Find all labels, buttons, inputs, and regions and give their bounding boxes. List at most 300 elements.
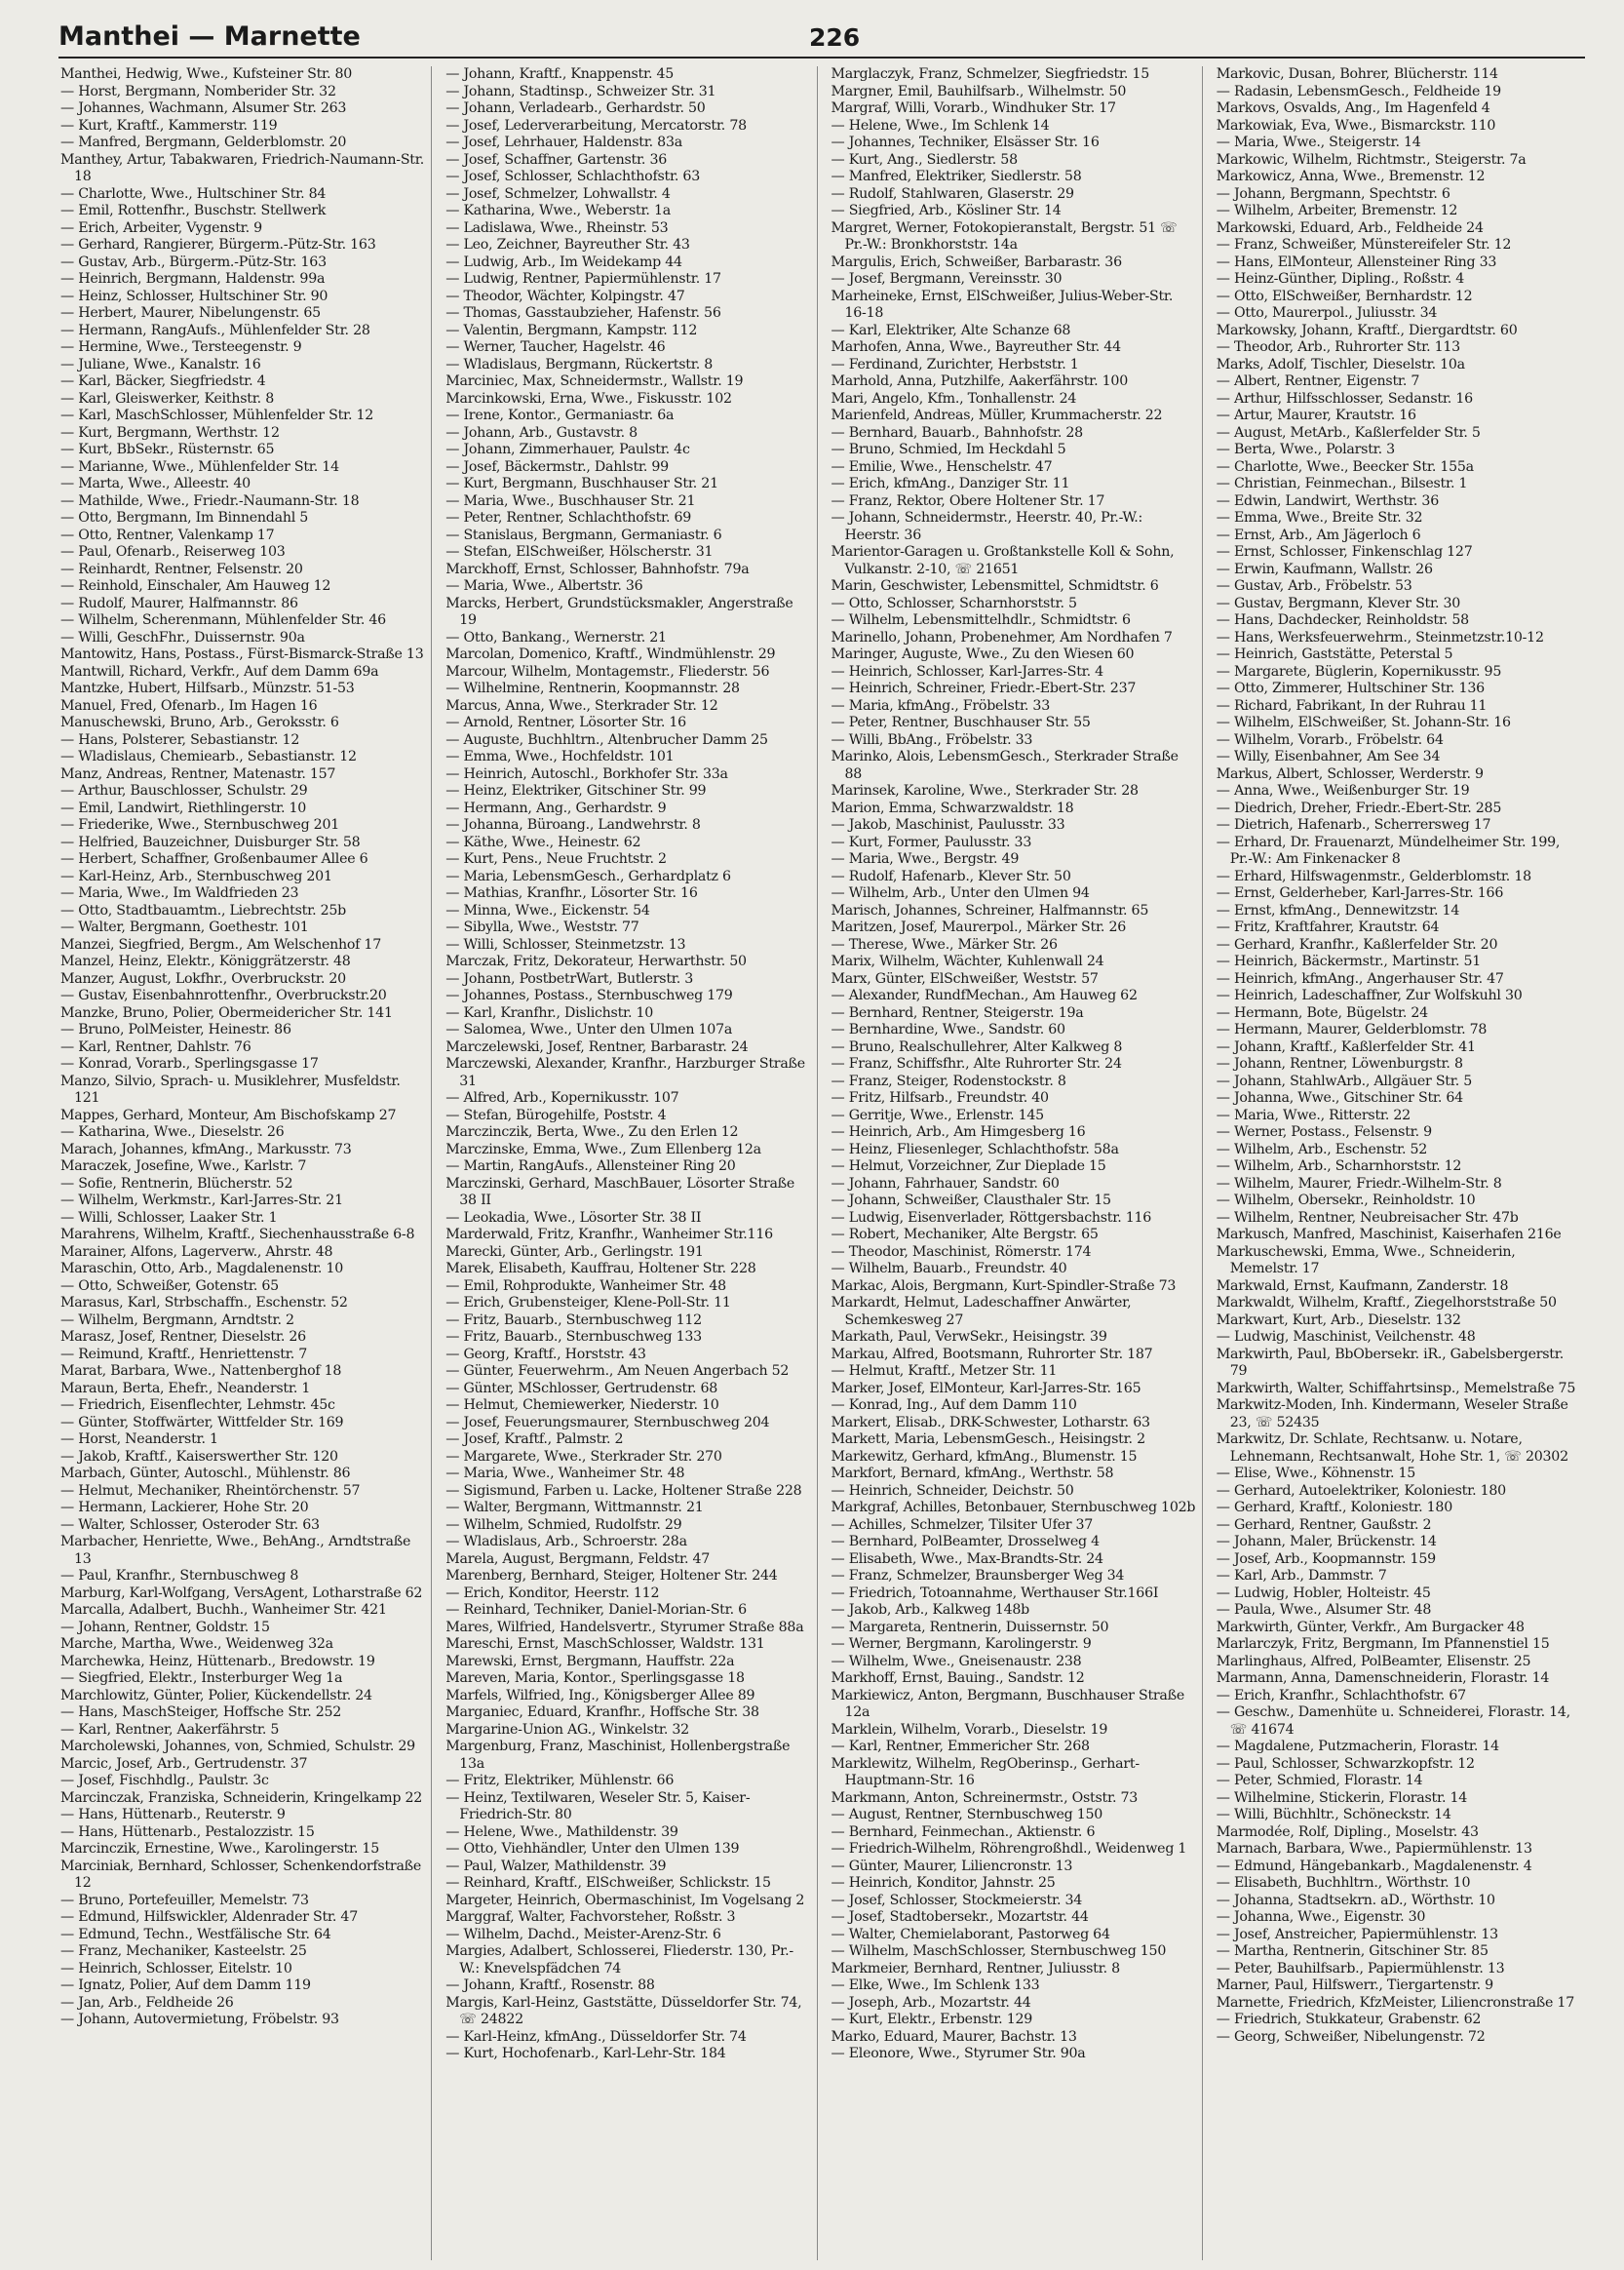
directory-entry: — Emma, Wwe., Breite Str. 32 [1216,510,1423,526]
directory-entry: — Otto, ElSchweißer, Bernhardstr. 12 [1216,288,1473,304]
directory-entry: — Rudolf, Maurer, Halfmannstr. 86 [60,595,298,611]
directory-entry: — Rudolf, Stahlwaren, Glaserstr. 29 [831,185,1074,202]
directory-entry: — Hermann, Lackierer, Hohe Str. 20 [60,1500,309,1515]
directory-entry: Marela, August, Bergmann, Feldstr. 47 [445,1550,711,1567]
directory-entry: — Gerhard, Rentner, Gaußstr. 2 [1216,1516,1432,1533]
directory-entry: — Josef, Kraftf., Palmstr. 2 [445,1431,624,1447]
directory-entry: — Karl, Arb., Dammstr. 7 [1216,1568,1387,1584]
directory-entry: — Gerhard, Autoelektriker, Koloniestr. 180 [1216,1482,1506,1499]
directory-entry: — Werner, Postass., Felsenstr. 9 [1216,1124,1432,1140]
directory-entry: — Artur, Maurer, Krautstr. 16 [1216,408,1416,423]
directory-entry: — Gerhard, Rangierer, Bürgerm.-Pütz-Str. 163 [60,237,376,253]
directory-entry: — Reinhardt, Rentner, Felsenstr. 20 [60,561,303,577]
directory-entry: Markett, Maria, LebensmGesch., Heisingstr. 2 [831,1431,1145,1447]
directory-entry: Markowic, Wilhelm, Richtmstr., Steigerstr. 7a [1216,151,1527,168]
directory-entry: — Eleonore, Wwe., Styrumer Str. 90a [831,2046,1086,2061]
directory-entry: — Wilhelm, Vorarb., Fröbelstr. 64 [1216,731,1444,748]
directory-entry: — Johannes, Wachmann, Alsumer Str. 263 [60,100,347,116]
directory-entry: Marggraf, Walter, Fachvorsteher, Roßstr. 3 [445,1909,736,1925]
directory-entry: — Peter, Schmied, Florastr. 14 [1216,1773,1423,1788]
directory-entry: — Hermine, Wwe., Tersteegenstr. 9 [60,339,302,355]
directory-entry: Markovic, Dusan, Bohrer, Blücherstr. 114 [1216,66,1498,82]
directory-entry: — Otto, Viehhändler, Unter den Ulmen 139 [445,1841,740,1857]
directory-entry: — Willi, Schlosser, Laaker Str. 1 [60,1209,278,1226]
directory-entry: — Johann, Schneidermstr., Heerstr. 40, Pr.-W.: Heerstr. 36 [831,510,1143,543]
directory-entry: Marderwald, Fritz, Kranfhr., Wanheimer Str.116 [445,1227,773,1242]
directory-entry: — Helmut, Chemiewerker, Niederstr. 10 [445,1397,719,1413]
directory-entry: — Franz, Steiger, Rodenstockstr. 8 [831,1073,1066,1089]
directory-entry: — Franz, Schmelzer, Braunsberger Weg 34 [831,1568,1125,1584]
directory-entry: Marciniak, Bernhard, Schlosser, Schenkendorfstraße 12 [60,1858,422,1891]
directory-entry: Marinko, Alois, LebensmGesch., Sterkrader Straße 88 [831,749,1179,782]
directory-entry: Marnette, Friedrich, KfzMeister, Liliencronstraße 17 [1216,1994,1574,2011]
directory-entry: — Alfred, Arb., Kopernikusstr. 107 [445,1090,679,1106]
directory-entry: — Franz, Mechaniker, Kasteelstr. 25 [60,1943,307,1959]
directory-entry: — Salomea, Wwe., Unter den Ulmen 107a [445,1022,733,1037]
directory-entry: — Siegfried, Elektr., Insterburger Weg 1a [60,1670,343,1686]
directory-entry: Markwart, Kurt, Arb., Dieselstr. 132 [1216,1311,1461,1328]
directory-entry: — Gustav, Bergmann, Klever Str. 30 [1216,595,1461,611]
directory-entry: Marciniec, Max, Schneidermstr., Wallstr. 19 [445,373,744,389]
directory-entry: — Karl, Kranfhr., Dislichstr. 10 [445,1004,654,1021]
directory-entry: — Minna, Wwe., Eickenstr. 54 [445,902,650,919]
directory-entry: Marczinski, Gerhard, MaschBauer, Lösorter Straße 38 II [445,1175,795,1208]
directory-entry: — Helmut, Vorzeichner, Zur Dieplade 15 [831,1158,1106,1174]
running-head: Manthei — Marnette [58,21,361,52]
directory-entry: — Wilhelm, Maurer, Friedr.-Wilhelm-Str. 8 [1216,1175,1502,1192]
directory-entry: — Josef, Schlosser, Stockmeierstr. 34 [831,1892,1083,1908]
directory-entry: — Hermann, Maurer, Gelderblomstr. 78 [1216,1022,1488,1037]
directory-entry: — Werner, Bergmann, Karolingerstr. 9 [831,1636,1092,1652]
directory-entry: Marglaczyk, Franz, Schmelzer, Siegfriedstr. 15 [831,66,1149,82]
directory-entry: — Edmund, Hilfswickler, Aldenrader Str. 47 [60,1909,358,1925]
directory-entry: — Heinrich, Ladeschaffner, Zur Wolfskuhl 30 [1216,988,1523,1003]
directory-entry: — Johanna, Stadtsekrn. aD., Wörthstr. 10 [1216,1892,1495,1908]
directory-entry: Marko, Eduard, Maurer, Bachstr. 13 [831,2028,1077,2045]
directory-entry: Marcinczik, Ernestine, Wwe., Karolingerstr. 15 [60,1841,379,1857]
directory-entry: — Heinz, Schlosser, Hultschiner Str. 90 [60,288,329,304]
directory-entry: — Reinhard, Techniker, Daniel-Morian-Str. 6 [445,1602,747,1618]
directory-entry: — Reinhard, Kraftf., ElSchweißer, Schlickstr. 15 [445,1875,771,1891]
directory-entry: — Martha, Rentnerin, Gitschiner Str. 85 [1216,1943,1489,1959]
directory-entry: Markwitz-Moden, Inh. Kindermann, Weseler Straße 23, ☏ 52435 [1216,1397,1568,1430]
directory-entry: Marbacher, Henriette, Wwe., BehAng., Arndtstraße 13 [60,1534,411,1567]
directory-entry: — Kurt, Ang., Siedlerstr. 58 [831,151,1018,168]
directory-entry: — Friedrich, Totoannahme, Werthauser Str.166I [831,1585,1159,1601]
directory-entry: Marchewka, Heinz, Hüttenarb., Bredowstr. 19 [60,1653,375,1669]
directory-entry: — Paul, Ofenarb., Reiserweg 103 [60,544,286,560]
directory-entry: Marcolan, Domenico, Kraftf., Windmühlenstr. 29 [445,646,776,662]
directory-entry: — Johann, Kraftf., Knappenstr. 45 [445,66,675,82]
directory-entry: — Otto, Bergmann, Im Binnendahl 5 [60,510,309,526]
directory-entry: Manthey, Artur, Tabakwaren, Friedrich-Naumann-Str. 18 [60,151,424,184]
directory-entry: — Geschw., Damenhüte u. Schneiderei, Florastr. 14, ☏ 41674 [1216,1704,1570,1738]
directory-entry: — Johann, PostbetrWart, Butlerstr. 3 [445,970,694,987]
directory-entry: — Johann, Fahrhauer, Sandstr. 60 [831,1175,1060,1192]
directory-entry: — Erich, Grubensteiger, Klene-Poll-Str. 11 [445,1295,731,1311]
directory-entry: — Auguste, Buchhltrn., Altenbrucher Damm 25 [445,731,768,748]
directory-entry: — Maria, Wwe., Albertstr. 36 [445,578,643,594]
directory-entry: — Josef, Anstreicher, Papiermühlenstr. 13 [1216,1926,1498,1942]
directory-entry: — Hans, Hüttenarb., Reuterstr. 9 [60,1807,286,1822]
directory-entry: — Ferdinand, Zurichter, Herbststr. 1 [831,356,1079,372]
directory-entry: — Emil, Landwirt, Riethlingerstr. 10 [60,800,307,816]
directory-entry: — Wilhelm, Arb., Unter den Ulmen 94 [831,885,1090,901]
directory-entry: Manzer, August, Lokfhr., Overbruckstr. 20 [60,970,346,987]
directory-entry: Marcholewski, Johannes, von, Schmied, Schulstr. 29 [60,1739,415,1754]
directory-entry: Manuel, Fred, Ofenarb., Im Hagen 16 [60,697,318,714]
directory-entry: — Hans, Werksfeuerwehrm., Steinmetzstr.10-12 [1216,629,1544,646]
directory-entry: — Charlotte, Wwe., Hultschiner Str. 84 [60,185,327,202]
directory-entry: — Heinrich, Gaststätte, Peterstal 5 [1216,646,1453,662]
directory-entry: — Bruno, Realschullehrer, Alter Kalkweg 8 [831,1038,1123,1055]
directory-entry: — Peter, Rentner, Schlachthofstr. 69 [445,510,692,526]
directory-entry: — Heinz, Fliesenleger, Schlachthofstr. 58a [831,1141,1119,1157]
directory-entry: — Johanna, Wwe., Eigenstr. 30 [1216,1909,1426,1925]
directory-entry: Margner, Emil, Bauhilfsarb., Wilhelmstr. 50 [831,83,1127,99]
directory-entry: — Heinz, Textilwaren, Weseler Str. 5, Kaiser-Friedrich-Str. 80 [445,1789,751,1822]
directory-entry: — Fritz, Elektriker, Mühlenstr. 66 [445,1773,675,1788]
directory-entry: Marcalla, Adalbert, Buchh., Wanheimer Str. 421 [60,1602,387,1618]
directory-entry: — Walter, Bergmann, Wittmannstr. 21 [445,1500,704,1515]
directory-entry: — Horst, Bergmann, Nomberider Str. 32 [60,83,336,99]
directory-entry: — Ernst, Schlosser, Finkenschlag 127 [1216,544,1473,560]
directory-entry: Marinello, Johann, Probenehmer, Am Nordhafen 7 [831,629,1173,646]
directory-entry: Markwirth, Paul, BbObersekr. iR., Gabelsbergerstr. 79 [1216,1346,1564,1379]
directory-entry: Mantzke, Hubert, Hilfsarb., Münzstr. 51-53 [60,681,355,696]
directory-entry: — Arnold, Rentner, Lösorter Str. 16 [445,715,686,730]
directory-entry: — Bernhard, Bauarb., Bahnhofstr. 28 [831,424,1083,441]
directory-entry: — Maria, Wwe., Ritterstr. 22 [1216,1107,1411,1123]
directory-entry: — Albert, Rentner, Eigenstr. 7 [1216,373,1420,389]
directory-entry: Maritzen, Josef, Maurerpol., Märker Str. 26 [831,920,1126,935]
directory-entry: Marheineke, Ernst, ElSchweißer, Julius-Weber-Str. 16-18 [831,288,1174,321]
directory-entry: — Karl-Heinz, kfmAng., Düsseldorfer Str. 74 [445,2028,747,2045]
directory-entry: Mappes, Gerhard, Monteur, Am Bischofskamp 27 [60,1107,397,1123]
column-3 [831,66,1203,2260]
directory-entry: — Reinhold, Einschaler, Am Hauweg 12 [60,578,331,594]
directory-entry: — Bruno, Portefeuiller, Memelstr. 73 [60,1892,309,1908]
directory-entry: — Leo, Zeichner, Bayreuther Str. 43 [445,237,690,253]
directory-entry: — Ernst, kfmAng., Dennewitzstr. 14 [1216,902,1460,919]
directory-entry: — Johann, Stadtinsp., Schweizer Str. 31 [445,83,716,99]
directory-entry: — Ludwig, Eisenverlader, Röttgersbachstr. 116 [831,1209,1152,1226]
directory-entry: Maraczek, Josefine, Wwe., Karlstr. 7 [60,1158,307,1174]
directory-entry: Marcic, Josef, Arb., Gertrudenstr. 37 [60,1755,308,1772]
directory-entry: — Dietrich, Hafenarb., Scherrersweg 17 [1216,817,1491,833]
directory-entry: — Gerhard, Kranfhr., Kaßlerfelder Str. 20 [1216,936,1498,953]
directory-entry: — Paul, Schlosser, Schwarzkopfstr. 12 [1216,1755,1475,1772]
directory-entry: — August, Rentner, Sternbuschweg 150 [831,1807,1103,1822]
directory-entry: — Emilie, Wwe., Henschelstr. 47 [831,458,1053,475]
directory-entry: — Kurt, Bergmann, Buschhauser Str. 21 [445,476,718,491]
directory-entry: — Rudolf, Hafenarb., Klever Str. 50 [831,868,1071,884]
directory-entry: Markowicz, Anna, Wwe., Bremenstr. 12 [1216,169,1486,184]
directory-entry: — Manfred, Bergmann, Gelderblomstr. 20 [60,135,347,150]
directory-entry: Markusch, Manfred, Maschinist, Kaiserhafen 216e [1216,1227,1562,1242]
directory-entry: — Wilhelm, Scherenmann, Mühlenfelder Str. 46 [60,612,386,628]
directory-entry: — Maria, Wwe., Steigerstr. 14 [1216,135,1421,150]
directory-entry: — Hans, Dachdecker, Reinholdstr. 58 [1216,612,1469,628]
directory-entry: — Reimund, Kraftf., Henriettenstr. 7 [60,1346,308,1362]
directory-entry: Mareschi, Ernst, MaschSchlosser, Waldstr. 131 [445,1636,765,1652]
directory-entry: — Karl, Elektriker, Alte Schanze 68 [831,322,1071,338]
directory-entry: — Katharina, Wwe., Dieselstr. 26 [60,1124,285,1140]
directory-entry: — Johann, Verladearb., Gerhardstr. 50 [445,100,706,116]
directory-entry: — Wilhelm, Bauarb., Freundstr. 40 [831,1261,1067,1276]
directory-entry: Markwald, Ernst, Kaufmann, Zanderstr. 18 [1216,1277,1509,1294]
directory-entry: — Leokadia, Wwe., Lösorter Str. 38 II [445,1209,702,1226]
directory-entry: Markgraf, Achilles, Betonbauer, Sternbuschweg 102b [831,1500,1196,1515]
directory-entry: — Maria, Wwe., Bergstr. 49 [831,851,1020,867]
directory-entry: — Fritz, Hilfsarb., Freundstr. 40 [831,1090,1049,1106]
directory-entry: Markhoff, Ernst, Bauing., Sandstr. 12 [831,1670,1085,1686]
directory-entry: Marganiec, Eduard, Kranfhr., Hoffsche Str. 38 [445,1704,759,1720]
directory-entry: Marenberg, Bernhard, Steiger, Holtener Str. 244 [445,1568,778,1584]
directory-entry: — Helene, Wwe., Im Schlenk 14 [831,117,1050,134]
directory-entry: — Josef, Schmelzer, Lohwallstr. 4 [445,185,671,202]
page-number: 226 [809,23,861,52]
directory-entry: — Wilhelmine, Stickerin, Florastr. 14 [1216,1789,1468,1806]
directory-entry: — Wilhelm, Lebensmittelhdlr., Schmidtstr. 6 [831,612,1131,628]
directory-entry: — Maria, Wwe., Im Waldfrieden 23 [60,885,299,901]
directory-entry: — Johann, Rentner, Goldstr. 15 [60,1619,270,1635]
directory-entry: — Wladislaus, Bergmann, Rückertstr. 8 [445,356,713,372]
directory-entry: — Wladislaus, Arb., Schroerstr. 28a [445,1534,687,1549]
directory-entry: — Jakob, Maschinist, Paulusstr. 33 [831,817,1065,833]
directory-entry: — Wilhelm, Dachd., Meister-Arenz-Str. 6 [445,1926,721,1942]
directory-entry: Marix, Wilhelm, Wächter, Kuhlenwall 24 [831,954,1104,969]
directory-entry: — Horst, Neanderstr. 1 [60,1431,218,1447]
directory-entry: — Johann, StahlwArb., Allgäuer Str. 5 [1216,1073,1473,1089]
directory-entry: — Stanislaus, Bergmann, Germaniastr. 6 [445,527,722,543]
directory-entry: Marlinghaus, Alfred, PolBeamter, Elisenstr. 25 [1216,1653,1531,1669]
directory-entry: — Wilhelm, Arb., Scharnhorststr. 12 [1216,1158,1462,1174]
directory-entry: Marecki, Günter, Arb., Gerlingstr. 191 [445,1243,704,1260]
directory-entry: — Helene, Wwe., Mathildenstr. 39 [445,1823,678,1840]
directory-entry: — Josef, Schlosser, Schlachthofstr. 63 [445,169,700,184]
directory-entry: — Helmut, Kraftf., Metzer Str. 11 [831,1363,1058,1379]
directory-entry: Marion, Emma, Schwarzwaldstr. 18 [831,800,1074,816]
directory-entry: — Friedrich, Eisenflechter, Lehmstr. 45c [60,1397,335,1413]
directory-entry: Marat, Barbara, Wwe., Nattenberghof 18 [60,1363,342,1379]
directory-entry: — Kurt, Former, Paulusstr. 33 [831,834,1032,850]
directory-entry: Marahrens, Wilhelm, Kraftf., Siechenhausstraße 6-8 [60,1227,415,1242]
directory-entry: — Franz, Schweißer, Münstereifeler Str. 12 [1216,237,1512,253]
directory-entry: — Heinrich, Schlosser, Karl-Jarres-Str. 4 [831,663,1103,680]
directory-entry: — Stefan, Bürogehilfe, Poststr. 4 [445,1107,667,1123]
directory-entry: Marlarczyk, Fritz, Bergmann, Im Pfannenstiel 15 [1216,1636,1550,1652]
directory-entry: — Willi, Schlosser, Steinmetzstr. 13 [445,936,686,953]
directory-entry: Marbach, Günter, Autoschl., Mühlenstr. 86 [60,1466,351,1481]
directory-entry: — Wilhelm, Rentner, Neubreisacher Str. 47b [1216,1209,1519,1226]
directory-entry: — Heinrich, Autoschl., Borkhofer Str. 33a [445,765,728,782]
directory-entry: — Radasin, LebensmGesch., Feldheide 19 [1216,83,1501,99]
directory-entry: — August, MetArb., Kaßlerfelder Str. 5 [1216,424,1481,441]
directory-entry: — Ernst, Gelderheber, Karl-Jarres-Str. 166 [1216,885,1504,901]
directory-entry: — Christian, Feinmechan., Bilsestr. 1 [1216,476,1468,491]
directory-entry: — Wilhelmine, Rentnerin, Koopmannstr. 28 [445,681,740,696]
directory-entry: — Kurt, Bergmann, Werthstr. 12 [60,424,280,441]
directory-entry: Markac, Alois, Bergmann, Kurt-Spindler-Straße 73 [831,1277,1177,1294]
directory-entry: — Konrad, Vorarb., Sperlingsgasse 17 [60,1056,319,1072]
directory-entry: — Theodor, Wächter, Kolpingstr. 47 [445,288,685,304]
directory-entry: Marewski, Ernst, Bergmann, Hauffstr. 22a [445,1653,735,1669]
directory-entry: Manthei, Hedwig, Wwe., Kufsteiner Str. 80 [60,66,353,82]
directory-entry: Markovs, Osvalds, Ang., Im Hagenfeld 4 [1216,100,1490,116]
directory-entry: — Ladislawa, Wwe., Rheinstr. 53 [445,219,669,236]
directory-entry: — Johanna, Wwe., Gitschiner Str. 64 [1216,1090,1463,1106]
directory-entry: — Erich, kfmAng., Danziger Str. 11 [831,476,1070,491]
directory-entry: — Paula, Wwe., Alsumer Str. 48 [1216,1602,1432,1618]
directory-entry: — Kurt, Hochofenarb., Karl-Lehr-Str. 184 [445,2046,726,2061]
directory-entry: — Stefan, ElSchweißer, Hölscherstr. 31 [445,544,714,560]
directory-entry: — Josef, Bäckermstr., Dahlstr. 99 [445,458,669,475]
directory-entry: — Georg, Schweißer, Nibelungenstr. 72 [1216,2028,1486,2045]
directory-entry: Margeter, Heinrich, Obermaschinist, Im Vogelsang 2 [445,1892,805,1908]
directory-entry: — Otto, Maurerpol., Juliusstr. 34 [1216,305,1438,321]
directory-entry: — Sibylla, Wwe., Weststr. 77 [445,920,639,935]
directory-entry: — Werner, Taucher, Hagelstr. 46 [445,339,666,355]
directory-entry: — Gerhard, Kraftf., Koloniestr. 180 [1216,1500,1452,1515]
directory-entry: — Wilhelm, MaschSchlosser, Sternbuschweg 150 [831,1943,1167,1959]
directory-entry: — Johanna, Büroang., Landwehrstr. 8 [445,817,701,833]
directory-entry: — Johann, Schweißer, Clausthaler Str. 15 [831,1193,1111,1208]
directory-entry: — Käthe, Wwe., Heinestr. 62 [445,834,641,850]
directory-entry: Margulis, Erich, Schweißer, Barbarastr. 36 [831,254,1122,270]
directory-entry: — Wilhelm, Bergmann, Arndtstr. 2 [60,1311,294,1328]
directory-entry: — Josef, Schaffner, Gartenstr. 36 [445,151,667,168]
directory-entry: — Walter, Bergmann, Goethestr. 101 [60,920,309,935]
directory-entry: — Alexander, RundfMechan., Am Hauweg 62 [831,988,1138,1003]
directory-entry: Margarine-Union AG., Winkelstr. 32 [445,1721,689,1738]
directory-entry: — Karl, Rentner, Aakerfährstr. 5 [60,1721,280,1738]
directory-entry: — Günter, Feuerwehrm., Am Neuen Angerbach 52 [445,1363,790,1379]
directory-entry: Mantowitz, Hans, Postass., Fürst-Bismarck-Straße 13 [60,646,424,662]
directory-entry: — Gustav, Arb., Fröbelstr. 53 [1216,578,1412,594]
directory-entry: — Jakob, Kraftf., Kaiserswerther Str. 120 [60,1448,338,1465]
directory-entry: — Therese, Wwe., Märker Str. 26 [831,936,1058,953]
directory-entry: — Mathilde, Wwe., Friedr.-Naumann-Str. 18 [60,492,360,509]
directory-entry: Marcus, Anna, Wwe., Sterkrader Str. 12 [445,697,718,714]
directory-entry: Markfort, Bernard, kfmAng., Werthstr. 58 [831,1466,1114,1481]
directory-entry: — Margarete, Büglerin, Kopernikusstr. 95 [1216,663,1502,680]
directory-entry: — Karl, Gleiswerker, Keithstr. 8 [60,390,274,407]
directory-entry: — Joseph, Arb., Mozartstr. 44 [831,1994,1031,2011]
directory-entry: — Erhard, Hilfswagenmstr., Gelderblomstr. 18 [1216,868,1531,884]
directory-entry: Margies, Adalbert, Schlosserei, Fliederstr. 130, Pr.-W.: Knevelspfädchen 74 [445,1943,793,1976]
directory-entry: Mari, Angelo, Kfm., Tonhallenstr. 24 [831,390,1077,407]
directory-entry: — Arthur, Bauschlosser, Schulstr. 29 [60,783,308,799]
directory-entry: Manuschewski, Bruno, Arb., Geroksstr. 6 [60,715,339,730]
directory-entry: — Margarete, Wwe., Sterkrader Str. 270 [445,1448,722,1465]
directory-entry: — Gustav, Arb., Bürgerm.-Pütz-Str. 163 [60,254,327,270]
directory-entry: Manzel, Heinz, Elektr., Königgrätzerstr. 48 [60,954,351,969]
directory-entry: Marx, Günter, ElSchweißer, Weststr. 57 [831,970,1099,987]
directory-entry: — Peter, Bauhilfsarb., Papiermühlenstr. 13 [1216,1960,1505,1976]
directory-entry: — Bernhard, Rentner, Steigerstr. 19a [831,1004,1084,1021]
directory-entry: — Paul, Walzer, Mathildenstr. 39 [445,1858,667,1874]
directory-entry: — Otto, Schlosser, Scharnhorststr. 5 [831,595,1077,611]
directory-entry: Marfels, Wilfried, Ing., Königsberger Allee 89 [445,1687,755,1703]
directory-entry: — Edmund, Techn., Westfälische Str. 64 [60,1926,331,1942]
directory-entry: — Willi, GeschFhr., Duissernstr. 90a [60,629,305,646]
directory-entry: Markowski, Eduard, Arb., Feldheide 24 [1216,219,1484,236]
directory-entry: — Günter, Maurer, Liliencronstr. 13 [831,1858,1073,1874]
directory-entry: — Johann, Bergmann, Spechtstr. 6 [1216,185,1450,202]
directory-entry: — Johann, Autovermietung, Fröbelstr. 93 [60,2012,339,2027]
directory-entry: Marcks, Herbert, Grundstücksmakler, Angerstraße 19 [445,595,793,628]
directory-entry: Markardt, Helmut, Ladeschaffner Anwärter, Schemkesweg 27 [831,1295,1132,1328]
directory-entry: Margret, Werner, Fotokopieranstalt, Bergstr. 51 ☏ Pr.-W.: Bronkhorststr. 14a [831,219,1178,253]
directory-entry: — Ludwig, Maschinist, Veilchenstr. 48 [1216,1329,1476,1345]
directory-entry: — Hans, Polsterer, Sebastianstr. 12 [60,731,300,748]
directory-entry: — Jan, Arb., Feldheide 26 [60,1994,234,2011]
directory-entry: — Emil, Rohprodukte, Wanheimer Str. 48 [445,1277,726,1294]
directory-entry: Markus, Albert, Schlosser, Werderstr. 9 [1216,765,1484,782]
directory-entry: Marek, Elisabeth, Kauffrau, Holtener Str. 228 [445,1261,756,1276]
directory-entry: Markmann, Anton, Schreinermstr., Oststr. 73 [831,1789,1139,1806]
directory-entry: Markiewicz, Anton, Bergmann, Buschhauser Straße 12a [831,1687,1185,1720]
directory-entry: — Kurt, BbSekr., Rüsternstr. 65 [60,442,275,457]
directory-entry: Marasus, Karl, Strbschaffn., Eschenstr. 52 [60,1295,348,1311]
directory-entry: Marczinske, Emma, Wwe., Zum Ellenberg 12a [445,1141,761,1157]
directory-entry: Marcinczak, Franziska, Schneiderin, Kringelkamp 22 [60,1789,423,1806]
directory-entry: Margraf, Willi, Vorarb., Windhuker Str. 17 [831,100,1116,116]
directory-entry: — Magdalene, Putzmacherin, Florastr. 14 [1216,1739,1499,1754]
directory-entry: — Siegfried, Arb., Kösliner Str. 14 [831,203,1062,218]
directory-entry: — Heinrich, Arb., Am Himgesberg 16 [831,1124,1086,1140]
directory-entry: — Anna, Wwe., Weißenburger Str. 19 [1216,783,1470,799]
directory-entry: — Bernhard, PolBeamter, Drosselweg 4 [831,1534,1100,1549]
directory-entry: Marchlowitz, Günter, Polier, Kückendellstr. 24 [60,1687,372,1703]
directory-entry: — Herbert, Maurer, Nibelungenstr. 65 [60,305,321,321]
directory-entry: — Friedrich-Wilhelm, Röhrengroßhdl., Weidenweg 1 [831,1841,1187,1857]
directory-entry: Mares, Wilfried, Handelsvertr., Styrumer Straße 88a [445,1619,804,1635]
directory-entry: — Josef, Fischhdlg., Paulstr. 3c [60,1773,269,1788]
directory-entry: Markwitz, Dr. Schlate, Rechtsanw. u. Notare, Lehnemann, Rechtsanwalt, Hohe Str. 1, ☏ 20302 [1216,1431,1568,1465]
directory-entry: — Wilhelm, Schmied, Rudolfstr. 29 [445,1516,682,1533]
directory-entry: — Maria, Wwe., Wanheimer Str. 48 [445,1466,685,1481]
directory-entry: Marczak, Fritz, Dekorateur, Herwarthstr. 50 [445,954,747,969]
directory-entry: — Emma, Wwe., Hochfeldstr. 101 [445,749,675,764]
directory-entry: — Georg, Kraftf., Horststr. 43 [445,1346,646,1362]
directory-entry: Marker, Josef, ElMonteur, Karl-Jarres-Str. 165 [831,1380,1141,1396]
directory-entry: — Erich, Arbeiter, Vygenstr. 9 [60,219,262,236]
directory-entry: — Johannes, Techniker, Elsässer Str. 16 [831,135,1100,150]
directory-entry: — Josef, Arb., Koopmannstr. 159 [1216,1550,1436,1567]
directory-entry: — Herbert, Schaffner, Großenbaumer Allee 6 [60,851,368,867]
directory-entry: Marklewitz, Wilhelm, RegOberinsp., Gerhart-Hauptmann-Str. 16 [831,1755,1140,1788]
directory-entry: — Konrad, Ing., Auf dem Damm 110 [831,1397,1077,1413]
directory-entry: — Theodor, Arb., Ruhrorter Str. 113 [1216,339,1460,355]
column-2 [445,66,817,2260]
directory-entry: — Hans, ElMonteur, Allensteiner Ring 33 [1216,254,1497,270]
directory-entry: — Wilhelm, Arbeiter, Bremenstr. 12 [1216,203,1458,218]
directory-entry: — Ernst, Arb., Am Jägerloch 6 [1216,527,1421,543]
directory-entry: Marczinczik, Berta, Wwe., Zu den Erlen 12 [445,1124,739,1140]
directory-entry: Markwirth, Günter, Verkfr., Am Burgacker 48 [1216,1619,1525,1635]
directory-entry: — Berta, Wwe., Polarstr. 3 [1216,442,1395,457]
directory-entry: — Kurt, Pens., Neue Fruchtstr. 2 [445,851,667,867]
directory-entry: — Johann, Kraftf., Kaßlerfelder Str. 41 [1216,1038,1476,1055]
directory-entry: — Otto, Schweißer, Gotenstr. 65 [60,1277,279,1294]
directory-entry: — Otto, Rentner, Valenkamp 17 [60,527,275,543]
directory-entry: — Hermann, Bote, Bügelstr. 24 [1216,1004,1428,1021]
directory-entry: — Ludwig, Hobler, Holteistr. 45 [1216,1585,1431,1601]
directory-entry: — Franz, Rektor, Obere Holtener Str. 17 [831,492,1105,509]
directory-entry: — Wilhelm, Obersekr., Reinholdstr. 10 [1216,1193,1476,1208]
